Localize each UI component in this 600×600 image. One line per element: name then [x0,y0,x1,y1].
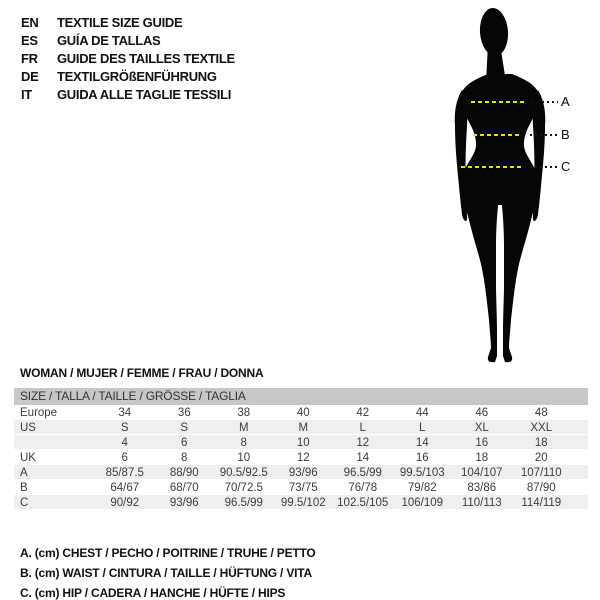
size-cell: M [238,421,249,434]
language-code-fr: FR [21,50,38,66]
table-row-us [14,420,588,435]
marker-b-label: B [561,127,570,142]
size-cell: S [180,421,189,434]
language-row-en [21,13,235,31]
waist-measure-dash-line [473,134,519,136]
size-cell: 34 [118,406,132,419]
marker-a-label: A [561,94,570,109]
hip-leader-dots [530,166,557,168]
size-cell: 106/109 [401,496,444,509]
silhouette-torso [459,74,541,205]
waist-leader-dots [530,134,557,136]
size-cell: 10 [296,436,310,449]
language-code-en: EN [21,14,39,30]
size-table [14,388,588,510]
size-cell: 70/72.5 [224,481,263,494]
size-cell: M [298,421,309,434]
size-cell: 16 [415,451,429,464]
size-cell: 10 [237,451,251,464]
size-cell: 90.5/92.5 [219,466,268,479]
size-cell: 68/70 [169,481,199,494]
size-cell: 14 [415,436,429,449]
legend-line-waist: B. (cm) WAIST / CINTURA / TAILLE / HÜFTUNG / VITA [20,566,312,580]
size-cell: 104/107 [460,466,503,479]
size-cell: 40 [296,406,310,419]
size-cell: 46 [475,406,489,419]
chest-measure-dash-line [471,101,524,103]
size-cell: S [120,421,129,434]
language-row-de [21,67,235,85]
row-label: UK [20,451,36,464]
language-code-it: IT [21,86,32,102]
table-row-chest-a [14,465,588,480]
size-cell: 38 [237,406,251,419]
size-cell: 79/82 [407,481,437,494]
marker-c-label: C [561,159,571,174]
size-cell: 96.5/99 [343,466,382,479]
size-cell: 73/75 [288,481,318,494]
size-cell: 16 [475,436,489,449]
measurement-legend [20,543,316,600]
size-cell: XL [474,421,489,434]
size-table-header: SIZE / TALLA / TAILLE / GRÖSSE / TAGLIA [14,388,588,405]
size-cell: 107/110 [520,466,562,479]
size-cell: 83/86 [467,481,497,494]
language-code-es: ES [21,32,38,48]
chest-leader-dots [532,101,558,103]
size-cell: 93/96 [288,466,318,479]
size-cell: 99.5/103 [399,466,445,479]
size-cell: 6 [181,436,188,449]
table-row-europe [14,405,588,420]
size-cell: 114/119 [521,496,562,509]
size-cell: L [419,421,426,434]
language-title-block [21,13,235,103]
size-cell: 102.5/105 [337,496,389,509]
size-cell: 76/78 [348,481,378,494]
language-row-fr [21,49,235,67]
legend-line-chest: A. (cm) CHEST / PECHO / POITRINE / TRUHE / PETTO [20,546,316,560]
table-row-us-numeric [14,435,588,450]
language-row-it [21,85,235,103]
row-label: Europe [20,406,58,419]
size-cell: 110/113 [461,496,502,509]
language-row-es [21,31,235,49]
size-cell: 18 [534,436,548,449]
size-cell: 4 [121,436,128,449]
size-cell: 87/90 [526,481,556,494]
gender-heading: WOMAN / MUJER / FEMME / FRAU / DONNA [20,366,264,380]
size-cell: 18 [475,451,489,464]
language-title-it: GUIDA ALLE TAGLIE TESSILI [57,86,232,102]
size-cell: 44 [415,406,429,419]
size-cell: 36 [177,406,191,419]
size-cell: 14 [356,451,370,464]
woman-silhouette [450,0,550,370]
size-cell: XXL [530,421,553,434]
size-cell: 99.5/102 [280,496,326,509]
table-row-waist-b [14,480,588,495]
language-title-de: TEXTILGRÖßENFÜHRUNG [57,68,217,84]
size-cell: L [359,421,366,434]
size-cell: 96.5/99 [224,496,263,509]
legend-line-hip: C. (cm) HIP / CADERA / HANCHE / HÜFTE / HIPS [20,586,286,600]
size-cell: 20 [534,451,548,464]
row-label: US [20,421,36,434]
table-row-hip-c [14,495,588,510]
size-cell: 64/67 [110,481,140,494]
size-cell: 12 [356,436,370,449]
language-title-fr: GUIDE DES TAILLES TEXTILE [57,50,235,66]
row-label: C [20,496,29,509]
table-row-uk [14,450,588,465]
size-cell: 90/92 [110,496,140,509]
hip-measure-dash-line [461,166,524,168]
language-title-es: GUÍA DE TALLAS [57,32,161,48]
size-cell: 12 [296,451,310,464]
size-cell: 6 [121,451,128,464]
size-cell: 93/96 [169,496,199,509]
size-cell: 88/90 [169,466,199,479]
size-cell: 8 [240,436,247,449]
row-label: B [20,481,28,494]
language-code-de: DE [21,68,39,84]
size-cell: 42 [356,406,370,419]
size-cell: 48 [534,406,548,419]
row-label: A [20,466,28,479]
size-cell: 8 [181,451,188,464]
size-cell: 85/87.5 [105,466,144,479]
language-title-en: TEXTILE SIZE GUIDE [57,14,183,30]
